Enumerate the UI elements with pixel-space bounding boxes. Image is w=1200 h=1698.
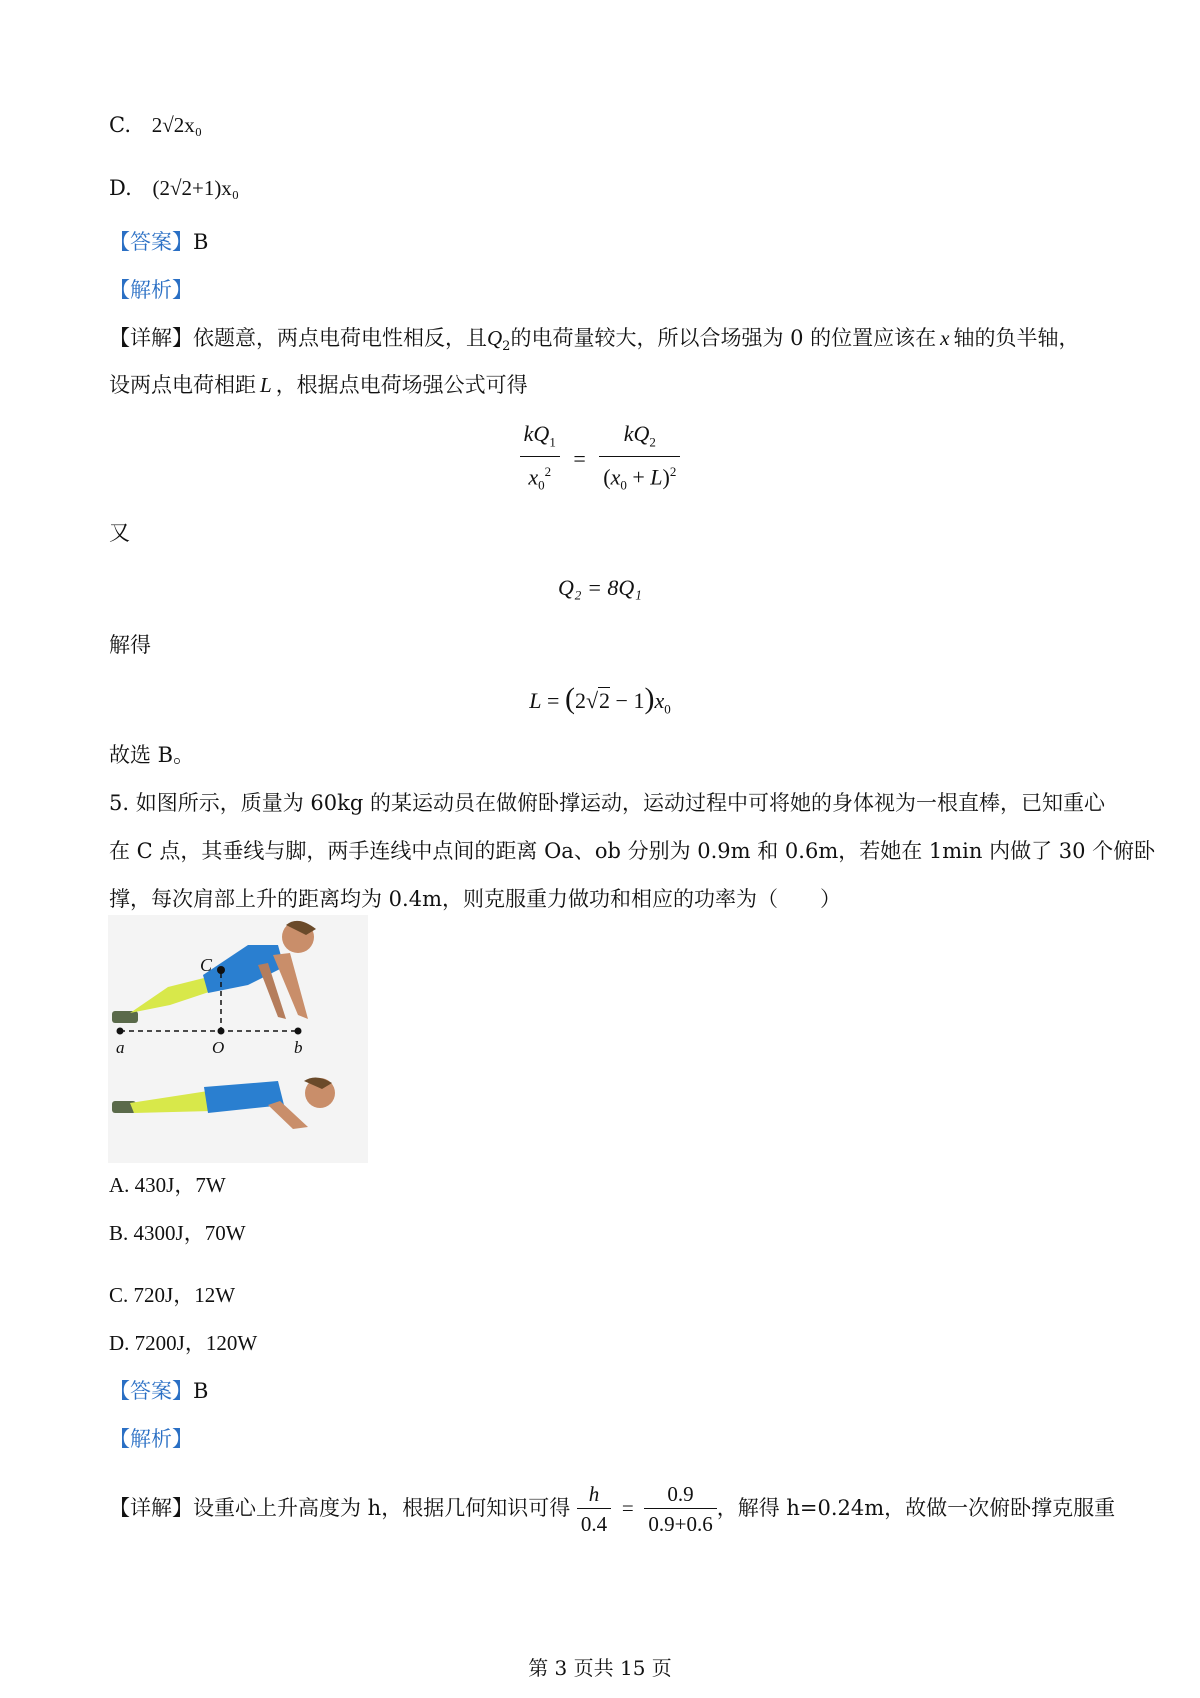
- detail-text: 设重心上升高度为 h，根据几何知识可得: [193, 1496, 571, 1520]
- q4-detail-line-2: [109, 370, 528, 400]
- symbol-x: x: [940, 326, 950, 350]
- q5-option-b: [109, 1218, 246, 1248]
- q5-option-c: [109, 1280, 235, 1310]
- label-c: C: [200, 955, 213, 975]
- q5-detail-line: 【详解】设重心上升高度为 h，根据几何知识可得 $\frac{h}{0.4}$ = $\frac{0.9}{0.9+0.6}$ ，解得 h=0.24m，故做一次俯卧撑克服重: [109, 1480, 1115, 1539]
- option-d-expr: (2√2+1)x₀: [152, 176, 240, 200]
- q5-stem-line-2: 在 C 点，其垂线与脚，两手连线中点间的距离 Oa、ob 分别为 0.9m 和 0.6m，若她在 1min 内做了 30 个俯卧: [109, 839, 1156, 863]
- label-a: a: [116, 1038, 125, 1057]
- symbol-q2: Q: [487, 326, 503, 350]
- q4-detail-line-1: [109, 323, 1080, 362]
- q4-you: [109, 518, 130, 548]
- label-b: b: [294, 1038, 303, 1057]
- option-label: D.: [109, 1331, 130, 1355]
- frac1-num: h: [577, 1480, 611, 1509]
- frac2-den: 0.9+0.6: [648, 1512, 713, 1536]
- answer-tag: 【答案】: [109, 230, 193, 254]
- q5-stem-line-3: 撑，每次肩部上升的距离均为 0.4m，则克服重力做功和相应的功率为（ ）: [109, 887, 841, 911]
- point-b: [295, 1028, 302, 1035]
- jiede-text: 解得: [109, 633, 151, 657]
- equation-1: $\frac{kQ_1}{x_0^2}$ = $\frac{kQ_2}{(x_0 + L)^2}$: [0, 420, 1200, 501]
- q5-answer-line: [109, 1376, 208, 1406]
- upper-legs: [130, 977, 212, 1013]
- option-text: 7200J，120W: [134, 1331, 258, 1355]
- lower-pose: [112, 1077, 335, 1129]
- eq1-left-fraction: $\frac{kQ_1}{x_0^2}$: [520, 420, 560, 501]
- point-a: [117, 1028, 124, 1035]
- pushup-illustration: [108, 915, 368, 1163]
- option-c-label: C.: [109, 113, 131, 137]
- pushup-figure: [108, 915, 368, 1163]
- frac-h-over-04: [577, 1480, 611, 1539]
- conclusion-text: 故选 B。: [109, 743, 195, 767]
- upper-pose: [112, 921, 316, 1057]
- q5-option-d: [109, 1328, 257, 1358]
- label-o: O: [212, 1038, 225, 1057]
- detail-text: 的电荷量较大，所以合场强为 0 的位置应该在: [510, 326, 937, 350]
- option-label: B.: [109, 1221, 129, 1245]
- q4-jiede: [109, 630, 151, 660]
- option-d-label: D.: [109, 176, 132, 200]
- lower-arm: [268, 1101, 308, 1129]
- lower-legs: [130, 1091, 212, 1113]
- option-d: [109, 173, 239, 203]
- detail-tag: 【详解】: [109, 326, 193, 350]
- q4-analysis-tag: [109, 275, 193, 305]
- answer-value: B: [193, 230, 209, 254]
- option-label: C.: [109, 1283, 129, 1307]
- q4-answer-line: [109, 227, 208, 257]
- point-o: [218, 1028, 225, 1035]
- detail-text: ，根据点电荷场强公式可得: [275, 373, 528, 397]
- detail-tag: 【详解】: [109, 1496, 193, 1520]
- frac2-num: 0.9: [644, 1480, 716, 1509]
- option-c: [109, 110, 202, 140]
- option-text: 720J，12W: [133, 1283, 236, 1307]
- frac-09-over-15: [644, 1480, 716, 1539]
- answer-value: B: [193, 1379, 209, 1403]
- option-c-expr: 2√2x₀: [151, 113, 203, 137]
- option-label: A.: [109, 1173, 130, 1197]
- frac1-den: 0.4: [580, 1512, 608, 1536]
- equation-2: Q₂ = 8Q₁: [558, 575, 642, 600]
- detail-text: 依题意，两点电荷电性相反，且: [193, 326, 487, 350]
- detail-text: 设两点电荷相距: [109, 373, 256, 397]
- detail-text: 轴的负半轴，: [953, 326, 1080, 350]
- equation-3: $L = (2√2 - 1)x_0$: [529, 682, 671, 717]
- symbol-l: L: [260, 373, 272, 397]
- symbol-q2-sub: 2: [502, 339, 511, 355]
- q5-stem-line-1: 5. 如图所示，质量为 60kg 的某运动员在做俯卧撑运动，运动过程中可将她的身体视为一根直棒，已知重心: [109, 791, 1105, 815]
- q5-option-a: [109, 1170, 226, 1200]
- you-text: 又: [109, 521, 130, 545]
- analysis-tag: 【解析】: [109, 1427, 193, 1451]
- q5-analysis-tag: [109, 1424, 193, 1454]
- page-footer: 第 3 页共 15 页: [528, 1656, 672, 1680]
- q4-conclusion: [109, 740, 194, 770]
- detail-text: ，解得 h=0.24m，故做一次俯卧撑克服重: [716, 1496, 1116, 1520]
- upper-shoe: [112, 1011, 138, 1023]
- analysis-tag: 【解析】: [109, 278, 193, 302]
- center-of-mass-point: [217, 966, 225, 974]
- eq1-right-fraction: $\frac{kQ_2}{(x_0 + L)^2}$: [599, 420, 680, 501]
- option-text: 430J，7W: [134, 1173, 226, 1197]
- option-text: 4300J，70W: [133, 1221, 246, 1245]
- answer-tag: 【答案】: [109, 1379, 193, 1403]
